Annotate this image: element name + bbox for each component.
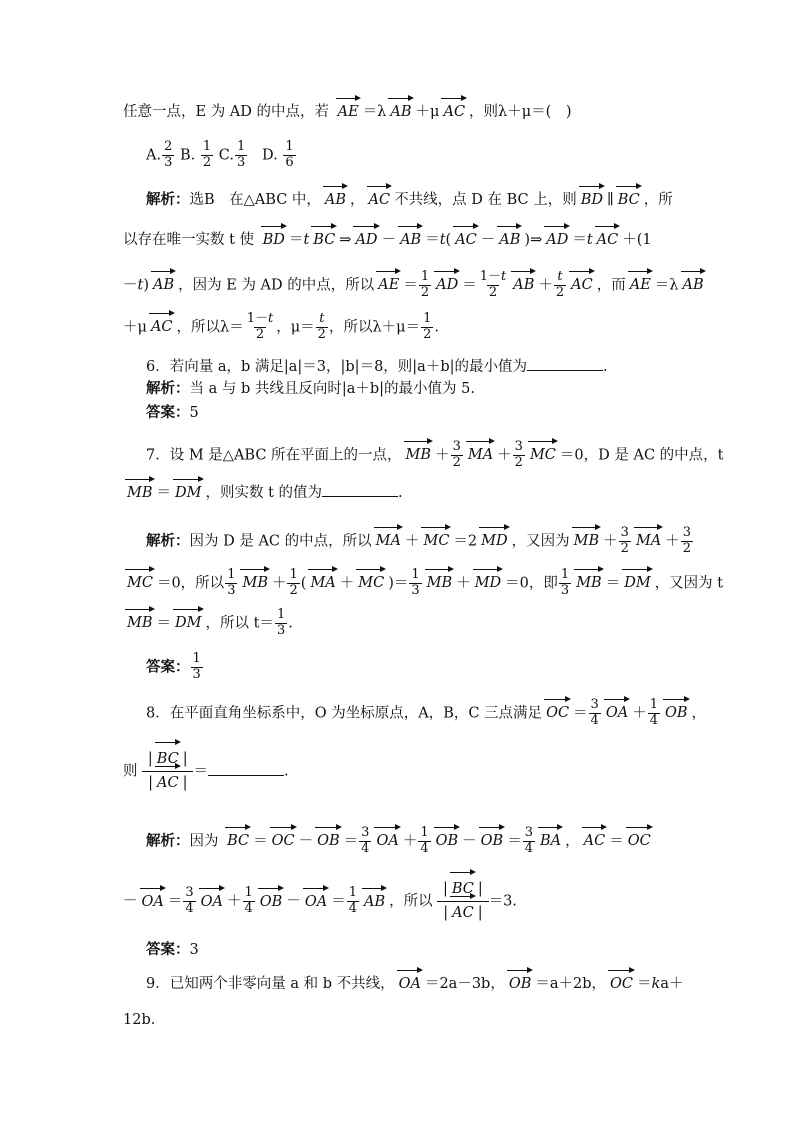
q7-stem: 7．设 M 是△ABC 所在平面上的一点， MB ＋ $\frac{3}{2}$ MA ＋ $\frac{3}{2}$ MC ＝0，D 是 AC 的中点，t (146, 439, 724, 470)
q8-stem: 8．在平面直角坐标系中，O 为坐标原点，A，B，C 三点满足 OC ＝ $\frac{3}{4}$ OA ＋ $\frac{1}{4}$ OB ， (146, 697, 707, 728)
q9-stem: 9．已知两个非零向量 a 和 b 不共线， OA ＝2a－3b， OB ＝a＋2b， OC ＝ka＋ (146, 976, 684, 992)
q5-analysis-1: 解析：选B 在△ABC 中， AB ， AC 不共线，点 D 在 BC 上，则 BD ∥ BC ，所 (146, 192, 673, 208)
q5-stem: 任意一点，E 为 AD 的中点，若 AE ＝λ AB ＋μ AC ，则λ＋μ＝( ) (123, 104, 572, 120)
q5-analysis-4: ＋μ AC ，所以λ＝ $\frac{1-t}{2}$ ，μ＝ $\frac{t}{2}$ ，所以λ＋μ＝ $\frac{1}{2}$ . (123, 311, 439, 342)
q7-answer: 答案： $\frac{1}{3}$ (146, 651, 201, 682)
q6-analysis: 解析：当 a 与 b 共线且反向时|a＋b|的最小值为 5. (146, 381, 476, 397)
q7-analysis-3: MB ＝ DM ，所以 t＝ $\frac{1}{3}$ . (127, 607, 293, 638)
q6-answer: 答案：5 (146, 405, 199, 421)
q8-answer: 答案：3 (146, 942, 199, 958)
q8-question: 则 $\frac{| BC |}{| AC |}$ ＝ . (123, 748, 794, 795)
q7-stem-2: MB ＝ DM ，则实数 t 的值为 . (127, 485, 403, 501)
q5-analysis-3: －t) AB ，因为 E 为 AD 的中点，所以 AE ＝ $\frac{1}{2}$ AD ＝ $\frac{1-t}{2}$ AB ＋ $\frac{t}{2}$ AC ，而 AE ＝λ AB (123, 269, 704, 300)
q6-stem: 6．若向量 a，b 满足|a|＝3，|b|＝8，则|a＋b|的最小值为 . (146, 359, 608, 375)
q8-analysis-1: 解析：因为 BC ＝ OC － OB ＝ $\frac{3}{4}$ OA ＋ $\frac{1}{4}$ OB － OB ＝ $\frac{3}{4}$ BA ， AC ＝ OC (146, 825, 651, 856)
q5-options: A. $\frac{2}{3}$ B. $\frac{1}{2}$ C. $\frac{1}{3}$ D. $\frac{1}{6}$ (146, 139, 294, 170)
q9-stem-2: 12b. (123, 1012, 156, 1028)
q7-analysis-1: 解析：因为 D 是 AC 的中点，所以 MA ＋ MC ＝2 MD ，又因为 MB ＋ $\frac{3}{2}$ MA ＋ $\frac{3}{2}$ (146, 525, 692, 556)
q8-analysis-2: － OA ＝ $\frac{3}{4}$ OA ＋ $\frac{1}{4}$ OB － OA ＝ $\frac{1}{4}$ AB ，所以 $\frac{| BC |}{| AC |}$ ＝3. (123, 878, 794, 925)
q5-analysis-2: 以存在唯一实数 t 使 BD ＝t BC ⇒ AD － AB ＝t( AC － AB )⇒ AD ＝t AC ＋(1 (123, 232, 652, 248)
q7-analysis-2: MC ＝0，所以 $\frac{1}{3}$ MB ＋ $\frac{1}{2}$ ( MA ＋ MC )＝ $\frac{1}{3}$ MB ＋ MD ＝0，即 $\frac{1}{3}$ MB ＝ DM ，又因为 t (127, 567, 724, 598)
